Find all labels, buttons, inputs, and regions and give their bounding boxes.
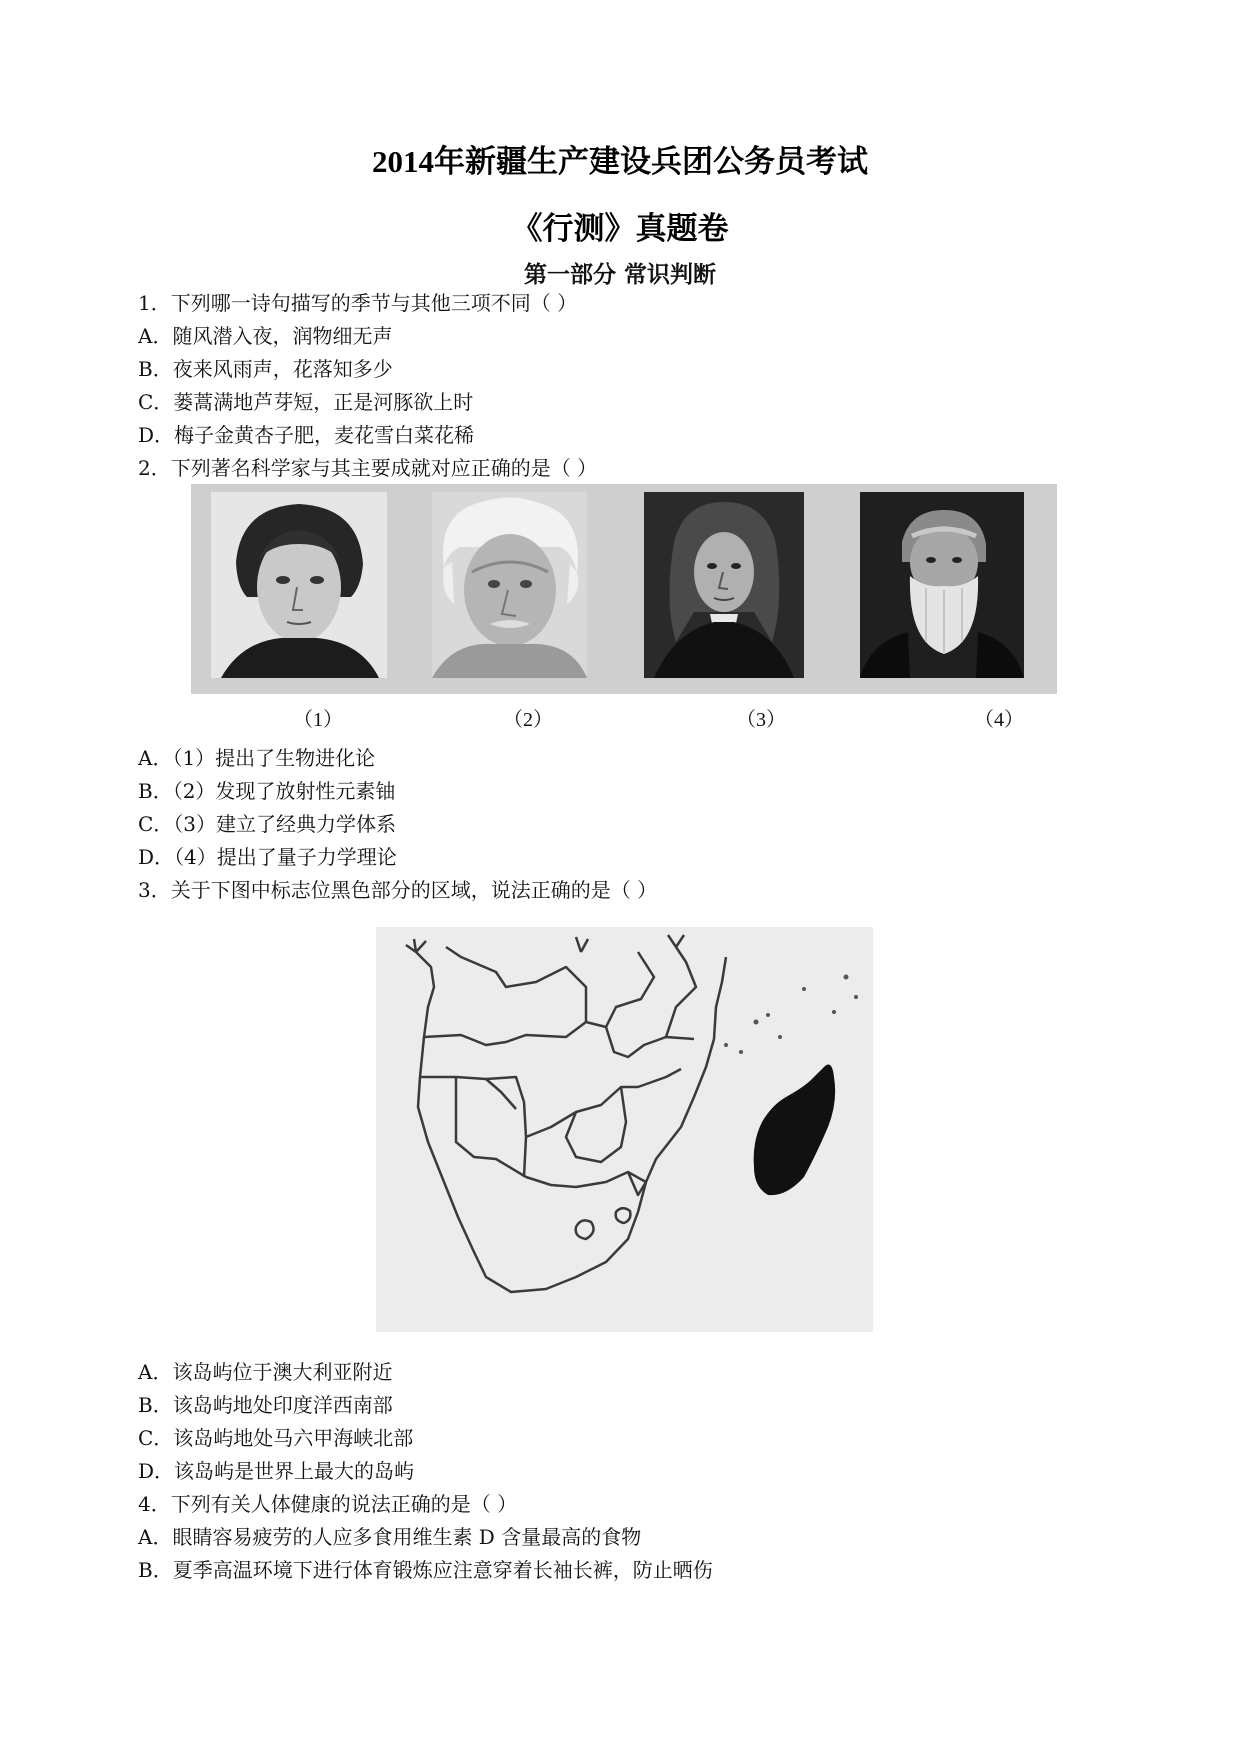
portrait-2-caption: （2） bbox=[503, 709, 553, 731]
question-3-option-b: B．该岛屿地处印度洋西南部 bbox=[138, 1393, 393, 1417]
map-outline-image bbox=[376, 927, 873, 1332]
portrait-3-caption: （3） bbox=[736, 709, 786, 731]
exam-title: 2014年新疆生产建设兵团公务员考试 bbox=[372, 144, 868, 179]
portrait-2-image bbox=[432, 492, 587, 678]
portrait-4-caption: （4） bbox=[974, 709, 1024, 731]
question-4-option-b: B．夏季高温环境下进行体育锻炼应注意穿着长袖长裤，防止晒伤 bbox=[138, 1558, 713, 1582]
question-1-option-a: A．随风潜入夜，润物细无声 bbox=[138, 324, 393, 348]
portrait-1-image bbox=[211, 492, 387, 678]
question-1-option-c: C．蒌蒿满地芦芽短，正是河豚欲上时 bbox=[138, 390, 474, 414]
question-4-stem: 4．下列有关人体健康的说法正确的是（ ） bbox=[138, 1492, 518, 1516]
question-2-option-b: B．（2）发现了放射性元素铀 bbox=[138, 779, 396, 803]
question-1-option-d: D．梅子金黄杏子肥，麦花雪白菜花稀 bbox=[138, 423, 475, 447]
question-1-option-b: B．夜来风雨声，花落知多少 bbox=[138, 357, 393, 381]
question-3-option-a: A．该岛屿位于澳大利亚附近 bbox=[138, 1360, 393, 1384]
section-heading: 第一部分 常识判断 bbox=[523, 261, 716, 288]
scientist-photo-strip bbox=[191, 484, 1057, 694]
question-2-option-a: A．（1）提出了生物进化论 bbox=[138, 746, 376, 770]
question-2-stem: 2．下列著名科学家与其主要成就对应正确的是（ ） bbox=[138, 456, 598, 480]
question-3-option-c: C．该岛屿地处马六甲海峡北部 bbox=[138, 1426, 414, 1450]
southern-africa-map bbox=[376, 927, 873, 1332]
question-4-option-a: A．眼睛容易疲劳的人应多食用维生素 D 含量最高的食物 bbox=[138, 1525, 642, 1549]
portrait-3-image bbox=[644, 492, 804, 678]
question-3-option-d: D．该岛屿是世界上最大的岛屿 bbox=[138, 1459, 415, 1483]
question-1-stem: 1．下列哪一诗句描写的季节与其他三项不同（ ） bbox=[138, 291, 578, 315]
question-2-option-d: D．（4）提出了量子力学理论 bbox=[138, 845, 397, 869]
portrait-1-caption: （1） bbox=[293, 709, 343, 731]
portrait-4-image bbox=[860, 492, 1024, 678]
question-2-option-c: C．（3）建立了经典力学体系 bbox=[138, 812, 397, 836]
exam-subtitle: 《行测》真题卷 bbox=[511, 211, 729, 246]
question-3-stem: 3．关于下图中标志位黑色部分的区域，说法正确的是（ ） bbox=[138, 878, 658, 902]
